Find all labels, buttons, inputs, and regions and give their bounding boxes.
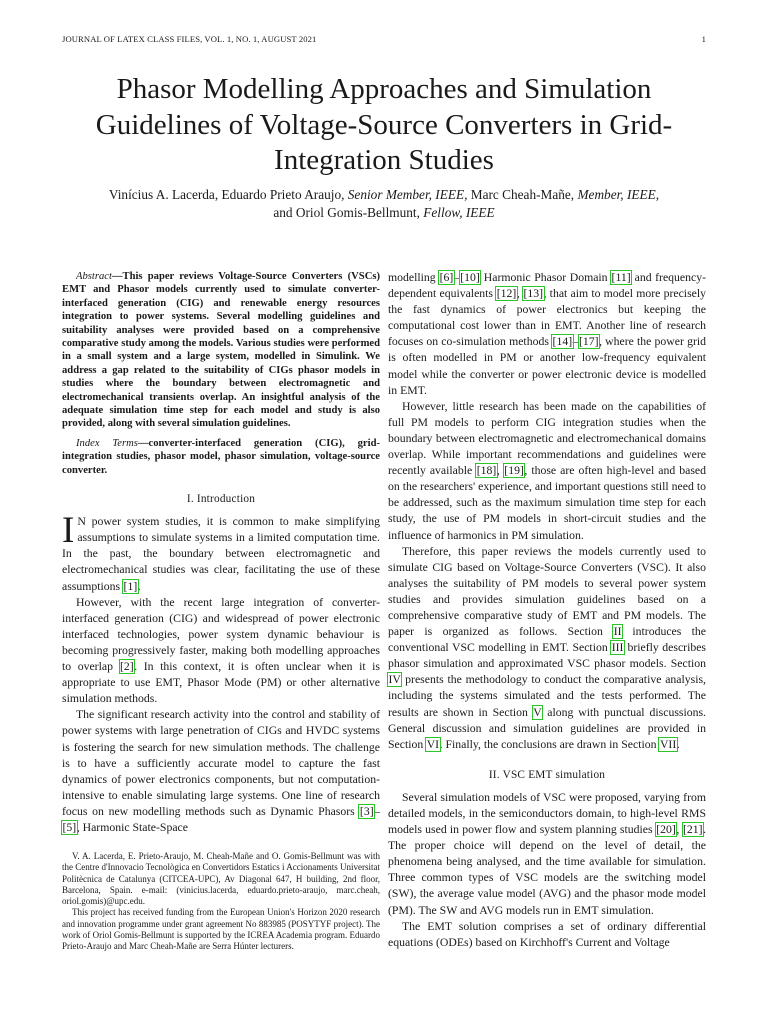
citation-link[interactable]: [14] — [552, 335, 573, 349]
right-column — [388, 270, 706, 951]
section-link[interactable]: VII — [659, 737, 677, 751]
page-number: 1 — [701, 34, 706, 44]
body-paragraph-1: modelling [6]–[10] Harmonic Phasor Domain [11] and frequency-dependent equivalents [12], [13], that aim to model more precisely the fast dynamics of power electronics but keeping the computational cost lower than in EMT. Another line of research focuses on co-simulation methods [14]–[17], where the power grid is often modelled in PM or another low-frequency equivalent model while the converter or power electronic device is modelled in EMT. — [388, 271, 706, 397]
citation-link[interactable]: [18] — [476, 464, 497, 478]
section-link[interactable]: VI — [426, 737, 440, 751]
section-heading-vsc-emt: II. VSC EMT simulation — [488, 768, 606, 781]
author-list — [62, 186, 706, 222]
index-terms: Index Terms—converter-interfaced generation (CIG), grid-integration studies, phasor model, phasor simulation, voltage-source converter. — [62, 437, 380, 476]
section-link[interactable]: V — [533, 705, 542, 719]
journal-name: JOURNAL OF LATEX CLASS FILES, VOL. 1, NO. 1, AUGUST 2021 — [62, 34, 317, 44]
citation-link[interactable]: [5] — [62, 820, 77, 834]
citation-link[interactable]: [1] — [123, 579, 138, 593]
section-link[interactable]: IV — [388, 673, 401, 687]
section-link[interactable]: III — [611, 641, 624, 655]
body-paragraph-4: Several simulation models of VSC were proposed, varying from detailed models, in the semiconductors domain, to high-level RMS models used in power flow and system planning studies [20], [21]. The proper choice will depend on the level of detail, the phenomena being analysed, and the time available for simulation. Three common types of VSC models are the switching model (SW), the average value model (AVG) and the phasor mode model (PM). The SW and AVG models run in EMT simulation. — [388, 790, 707, 917]
citation-link[interactable]: [20] — [656, 823, 676, 837]
abstract: Abstract—This paper reviews Voltage-Source Converters (VSCs) EMT and Phasor models currently used to simulate converter-interfaced generation (CIG) and renewable energy resources integration to power systems. Several modelling guidelines and suitability analyses were provided based on a comprehensive comparative study among the models. Various studies were performed in a small system and a large system, modelled in Simulink. We address a gap related to the suitability of CIGs phasor models in studies where the boundary between electromagnetic and electromechanical transients overlap. An insightful analysis of the adequate simulation time step for each model and study is also provided, along with several simulation guidelines. — [62, 271, 380, 430]
section-link[interactable]: II — [613, 625, 622, 639]
intro-paragraph-3: The significant research activity into the control and stability of power systems with large penetration of CIGs and HVDC systems is fostering the search for new simulation methods. The challenge is to have a sufficiently accurate model to capture the fast dynamics of power electronics components, but not computation-intensive to enable simulating large systems. One line of research focus on new modelling methods such as Dynamic Phasors [3]–[5], Harmonic State-Space — [62, 708, 380, 834]
footnote-affiliation: V. A. Lacerda, E. Prieto-Araujo, M. Cheah-Mañe and O. Gomis-Bellmunt was with the Centre d'Innovacio Tecnològica en Convertidors Estatics i Accionaments Universitat Politècnica de Catalunya (CITCEA-UPC), Av Diagonal 647, H building, 2nd floor, Barcelona, Spain. e-mail: (vinicius.lacerda, eduardo.prieto-araujo, marc.cheah, oriol.gomis)@upc.edu. — [62, 851, 380, 907]
intro-paragraph-1: I N power system studies, it is common to make simplifying assumptions to simulate systems in a limited computation time. In the past, the boundary between electromagnetic and electromechanical studies was clear, facilitating the use of these assumptions [1]. — [62, 510, 380, 593]
left-column — [62, 270, 380, 836]
citation-link[interactable]: [6] — [439, 271, 454, 284]
citation-link[interactable]: [13] — [523, 287, 544, 301]
drop-cap: I — [62, 510, 75, 552]
body-paragraph-3: Therefore, this paper reviews the models currently used to simulate CIG based on Voltage-Source Converters (VSC). It also analyses the suitability of PM models to several power system studies and provides simulation guidelines based on a comprehensive comparative study of EMT and PM models. The paper is organized as follows. Section II introduces the conventional VSC modelling in EMT. Section III briefly describes phasor simulation and approximated VSC phasor models. Section IV presents the methodology to conduct the comparative analysis, including the systems simulated and the tests performed. The results are shown in Section V along with punctual discussions. General discussion and simulation guidelines are provided in Section VI. Finally, the conclusions are drawn in Section VII. — [388, 544, 706, 751]
author-line-1: Vinícius A. Lacerda, Eduardo Prieto Araujo, Senior Member, IEEE, Marc Cheah-Mañe, Member, IEEE, — [108, 187, 660, 202]
citation-link[interactable]: [2] — [120, 660, 134, 674]
body-paragraph-2: However, little research has been made on the capabilities of full PM models to perform CIG integration studies when the boundary between electromagnetic and electromechanical domains overlap. While important recommendations and guidelines were recently available [18], [19], those are often high-level and based on the researchers' experience, and important questions still need to be addressed, such as the maximum simulation time step for each study, the use of PM models in short-circuit studies and the influence of harmonics in PM simulation. — [388, 399, 706, 542]
citation-link[interactable]: [21] — [683, 823, 703, 837]
author-line-2: and Oriol Gomis-Bellmunt, Fellow, IEEE — [273, 205, 495, 220]
paper-title: Phasor Modelling Approaches and Simulation Guidelines of Voltage-Source Converters in Grid-Integration Studies — [95, 73, 673, 176]
citation-link[interactable]: [3] — [359, 804, 374, 818]
footnote-funding: This project has received funding from the European Union's Horizon 2020 research and innovation programme under grant agreement No 883985 (POSYTYF project). The work of Oriol Gomis-Bellmunt is supported by the ICREA Academia program. Eduardo Prieto-Araujo and Marc Cheah-Mañe are Serra Húnter lecturers. — [62, 907, 380, 952]
footnote — [62, 851, 380, 953]
citation-link[interactable]: [12] — [496, 287, 517, 301]
body-paragraph-5: The EMT solution comprises a set of ordinary differential equations (ODEs) based on Kirchhoff's Current and Voltage — [388, 919, 706, 949]
intro-paragraph-2: However, with the recent large integration of converter-interfaced generation (CIG) and widespread of power electronic interfaced technologies, power system dynamic behaviour is becoming progressively faster, making both modelling approaches to overlap [2]. In this context, it is often unclear when it is appropriate to use EMT, Phasor Mode (PM) or other alternative simulation methods. — [62, 595, 381, 706]
citation-link[interactable]: [11] — [611, 271, 631, 284]
citation-link[interactable]: [19] — [504, 464, 524, 478]
section-heading-introduction: I. Introduction — [186, 493, 256, 506]
citation-link[interactable]: [17] — [579, 335, 599, 349]
running-header — [62, 34, 706, 46]
citation-link[interactable]: [10] — [460, 271, 480, 284]
